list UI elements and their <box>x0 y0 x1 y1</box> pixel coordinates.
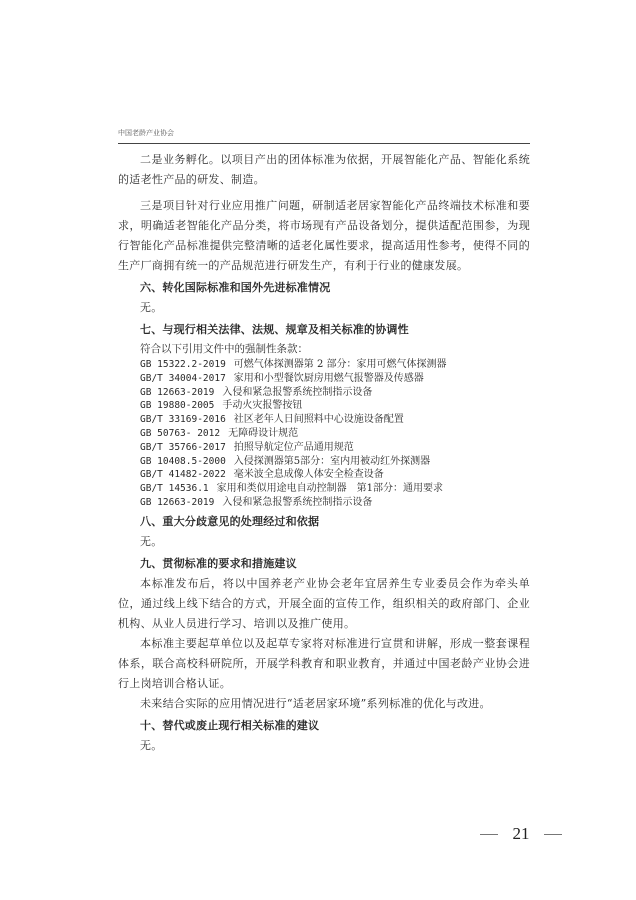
standard-code: GB/T 34004-2017 <box>140 372 226 384</box>
referenced-standards-list <box>118 358 530 510</box>
standard-name: 入侵探测器第5部分：室内用被动红外探测器 <box>233 455 431 467</box>
standard-item <box>118 372 530 386</box>
standard-code: GB/T 35766-2017 <box>140 441 226 453</box>
section-7-title: 七、与现行相关法律、法规、规章及相关标准的协调性 <box>140 323 409 336</box>
running-header: 中国老龄产业协会 <box>118 129 174 137</box>
section-9-paragraph-1: 本标准发布后，将以中国养老产业协会老年宜居养生专业委员会作为牵头单位，通过线上线下结合的方式，开展全面的宣传工作，组织相关的政府部门、企业机构、从业人员进行学习、培训以及推广使用。 <box>118 576 530 630</box>
document-body <box>118 150 530 756</box>
header-divider <box>118 143 530 144</box>
standard-name: 家用和类似用途电自动控制器 第1部分：通用要求 <box>216 483 444 495</box>
standard-code: GB 50763- 2012 <box>140 427 221 439</box>
standard-name: 社区老年人日间照料中心设施设备配置 <box>233 414 404 426</box>
standard-name: 可燃气体探测器第 2 部分：家用可燃气体探测器 <box>233 359 447 370</box>
standard-name: 拍照导航定位产品通用规范 <box>233 441 354 453</box>
standard-item <box>118 468 530 482</box>
standard-code: GB 19880-2005 <box>140 400 215 412</box>
standard-name: 无障碍设计规范 <box>228 427 299 439</box>
footer-dash-right <box>544 834 562 835</box>
standard-name: 毫米波全息成像人体安全检查设备 <box>233 469 384 481</box>
page-footer <box>480 824 562 844</box>
section-10-title: 十、替代或废止现行相关标准的建议 <box>140 718 320 732</box>
paragraph-business-incubation: 二是业务孵化。以项目产出的团体标准为依据，开展智能化产品、智能化系统的适老性产品的研发、制造。 <box>118 153 530 186</box>
standard-item <box>118 455 530 469</box>
standard-item <box>118 441 530 455</box>
standard-code: GB/T 14536.1 <box>140 483 209 495</box>
section-9-paragraph-3: 未来结合实际的应用情况进行“适老居家环境”系列标准的优化与改进。 <box>140 696 491 710</box>
page-number: 21 <box>512 824 530 843</box>
standard-item <box>118 482 530 496</box>
section-6-body: 无。 <box>140 301 163 314</box>
footer-dash-left <box>480 834 498 835</box>
standard-name: 入侵和紧急报警系统控制指示设备 <box>222 386 373 398</box>
paragraph-industry-application: 三是项目针对行业应用推广问题，研制适老居家智能化产品终端技术标准和要求，明确适老智能化产品分类，将市场现有产品设备划分，提供适配范围参，为现行智能化产品标准提供完整清晰的适老化属性要求，提高适用性参考，使得不同的生产厂商拥有统一的产品规范进行研发生产，有利于行业的健康发展。 <box>118 199 530 272</box>
section-10-body: 无。 <box>140 738 163 752</box>
standard-code: GB 12663-2019 <box>140 386 215 398</box>
standard-item <box>118 413 530 427</box>
standard-code: GB/T 33169-2016 <box>140 414 226 426</box>
section-8-title: 八、重大分歧意见的处理经过和依据 <box>140 514 320 528</box>
standard-item <box>118 386 530 400</box>
standard-code: GB 12663-2019 <box>140 496 215 508</box>
standard-name: 家用和小型餐饮厨房用燃气报警器及传感器 <box>233 372 424 384</box>
section-7-intro: 符合以下引用文件中的强制性条款： <box>140 343 308 355</box>
standard-code: GB/T 41482-2022 <box>140 469 226 481</box>
standard-item <box>118 399 530 413</box>
standard-item <box>118 358 530 372</box>
standard-code: GB 10408.5-2000 <box>140 455 226 467</box>
standard-name: 手动火灾报警按钮 <box>222 400 303 412</box>
section-8-body: 无。 <box>140 534 163 548</box>
standard-item <box>118 427 530 441</box>
section-9-paragraph-2: 本标准主要起草单位以及起草专家将对标准进行宣贯和讲解，形成一整套课程体系，联合高校科研院所，开展学科教育和职业教育，并通过中国老龄产业协会进行上岗培训合格认证。 <box>118 636 530 690</box>
standard-code: GB 15322.2-2019 <box>140 359 226 370</box>
standard-name: 入侵和紧急报警系统控制指示设备 <box>222 496 373 508</box>
standard-item <box>118 496 530 510</box>
section-6-title: 六、转化国际标准和国外先进标准情况 <box>140 281 331 294</box>
section-9-title: 九、贯彻标准的要求和措施建议 <box>140 556 297 570</box>
